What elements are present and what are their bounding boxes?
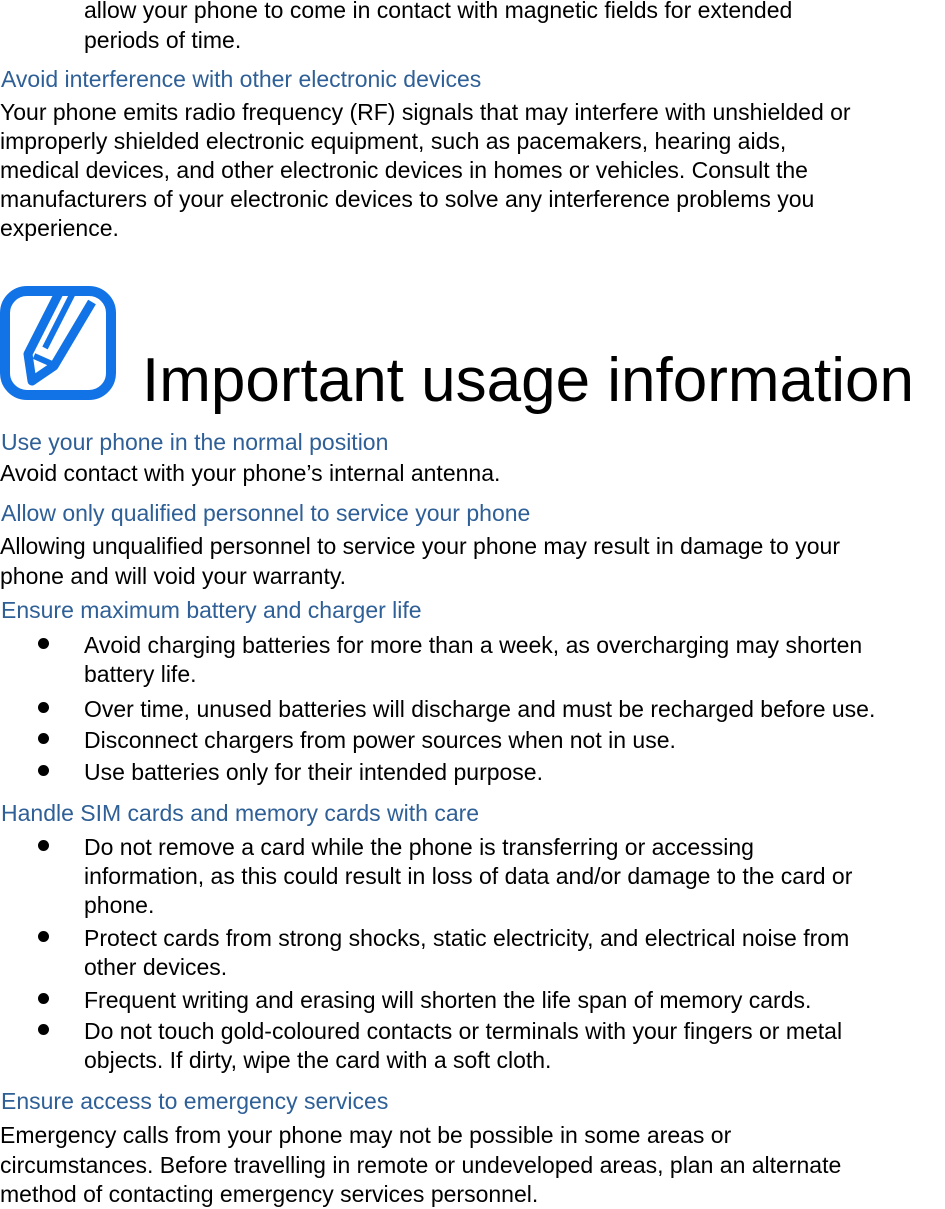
- list-item: Over time, unused batteries will discharge and must be recharged before use.: [84, 696, 876, 722]
- body-text: method of contacting emergency services personnel.: [0, 1181, 539, 1207]
- pencil-note-icon: [0, 286, 116, 400]
- list-item: Avoid charging batteries for more than a week, as overcharging may shorten: [84, 632, 863, 658]
- list-item: Disconnect chargers from power sources when not in use.: [84, 727, 676, 753]
- body-text: Your phone emits radio frequency (RF) signals that may interfere with unshielded or: [0, 99, 851, 125]
- list-item: objects. If dirty, wipe the card with a soft cloth.: [84, 1047, 552, 1073]
- section-heading: Use your phone in the normal position: [1, 429, 389, 455]
- section-heading: Ensure access to emergency services: [1, 1088, 389, 1114]
- section-heading: Avoid interference with other electronic devices: [1, 66, 482, 92]
- list-item: Use batteries only for their intended purpose.: [84, 759, 543, 785]
- bullet-point: [38, 1024, 49, 1035]
- body-text: improperly shielded electronic equipment, such as pacemakers, hearing aids,: [0, 128, 787, 154]
- list-item: Do not touch gold-coloured contacts or terminals with your fingers or metal: [84, 1018, 843, 1044]
- bullet-point: [38, 733, 49, 744]
- body-text: phone and will void your warranty.: [0, 563, 347, 589]
- body-text: Avoid contact with your phone’s internal antenna.: [0, 460, 501, 486]
- body-text: allow your phone to come in contact with magnetic fields for extended: [84, 0, 793, 23]
- list-item: Frequent writing and erasing will shorten the life span of memory cards.: [84, 987, 812, 1013]
- list-item: battery life.: [84, 661, 197, 687]
- list-item: Protect cards from strong shocks, static electricity, and electrical noise from: [84, 925, 850, 951]
- bullet-point: [38, 765, 49, 776]
- section-heading: Allow only qualified personnel to service your phone: [1, 500, 531, 526]
- body-text: Allowing unqualified personnel to service your phone may result in damage to your: [0, 533, 840, 559]
- bullet-point: [38, 993, 49, 1004]
- body-text: manufacturers of your electronic devices to solve any interference problems you: [0, 186, 815, 212]
- body-text: medical devices, and other electronic devices in homes or vehicles. Consult the: [0, 157, 808, 183]
- list-item: other devices.: [84, 954, 228, 980]
- list-item: information, as this could result in loss of data and/or damage to the card or: [84, 863, 853, 889]
- body-text: experience.: [0, 215, 119, 241]
- body-text: circumstances. Before travelling in remote or undeveloped areas, plan an alternate: [0, 1152, 842, 1178]
- page-title: Important usage information: [142, 346, 914, 415]
- bullet-point: [38, 931, 49, 942]
- bullet-point: [38, 840, 49, 851]
- body-text: Emergency calls from your phone may not be possible in some areas or: [0, 1122, 732, 1148]
- list-item: phone.: [84, 892, 155, 918]
- section-heading: Handle SIM cards and memory cards with care: [1, 800, 480, 826]
- section-heading: Ensure maximum battery and charger life: [1, 597, 422, 623]
- bullet-point: [38, 702, 49, 713]
- list-item: Do not remove a card while the phone is transferring or accessing: [84, 834, 754, 860]
- body-text: periods of time.: [84, 27, 242, 53]
- bullet-point: [38, 638, 49, 649]
